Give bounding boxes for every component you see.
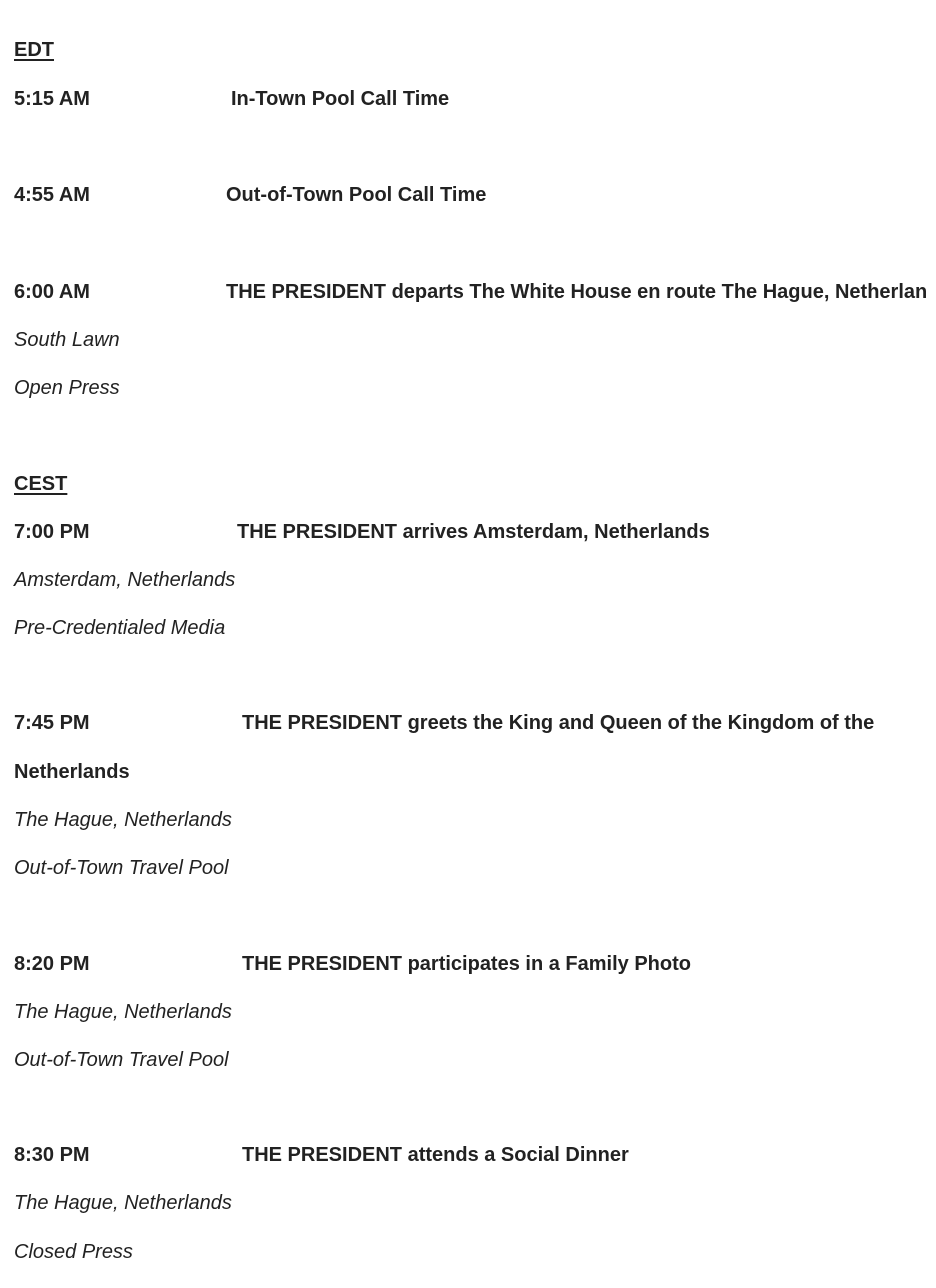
event-title: THE PRESIDENT departs The White House en route The Hague, Netherlan [226,281,928,303]
event-location: Amsterdam, Netherlands [14,569,236,591]
event-title-continuation: Netherlands [14,761,130,783]
event-title: Out-of-Town Pool Call Time [226,184,487,206]
event-title: THE PRESIDENT participates in a Family Photo [242,953,691,975]
event-coverage: Out-of-Town Travel Pool [14,857,229,879]
event-coverage: Open Press [14,377,120,399]
event-title: THE PRESIDENT attends a Social Dinner [242,1144,629,1166]
event-coverage: Pre-Credentialed Media [14,617,226,639]
timezone-header-cest: CEST [14,473,68,495]
event-coverage: Out-of-Town Travel Pool [14,1049,229,1071]
event-location: The Hague, Netherlands [14,1192,232,1214]
event-title: THE PRESIDENT arrives Amsterdam, Netherlands [237,521,710,543]
event-time: 7:00 PM [14,521,90,543]
event-time: 5:15 AM [14,88,90,110]
event-title: THE PRESIDENT greets the King and Queen of the Kingdom of the [242,712,875,734]
timezone-header-edt: EDT [14,39,54,61]
event-time: 8:30 PM [14,1144,90,1166]
event-time: 4:55 AM [14,184,90,206]
event-time: 8:20 PM [14,953,90,975]
event-location: South Lawn [14,329,120,351]
event-location: The Hague, Netherlands [14,809,232,831]
event-location: The Hague, Netherlands [14,1001,232,1023]
event-title: In-Town Pool Call Time [231,88,450,110]
event-time: 7:45 PM [14,712,90,734]
event-coverage: Closed Press [14,1241,133,1263]
event-time: 6:00 AM [14,281,90,303]
